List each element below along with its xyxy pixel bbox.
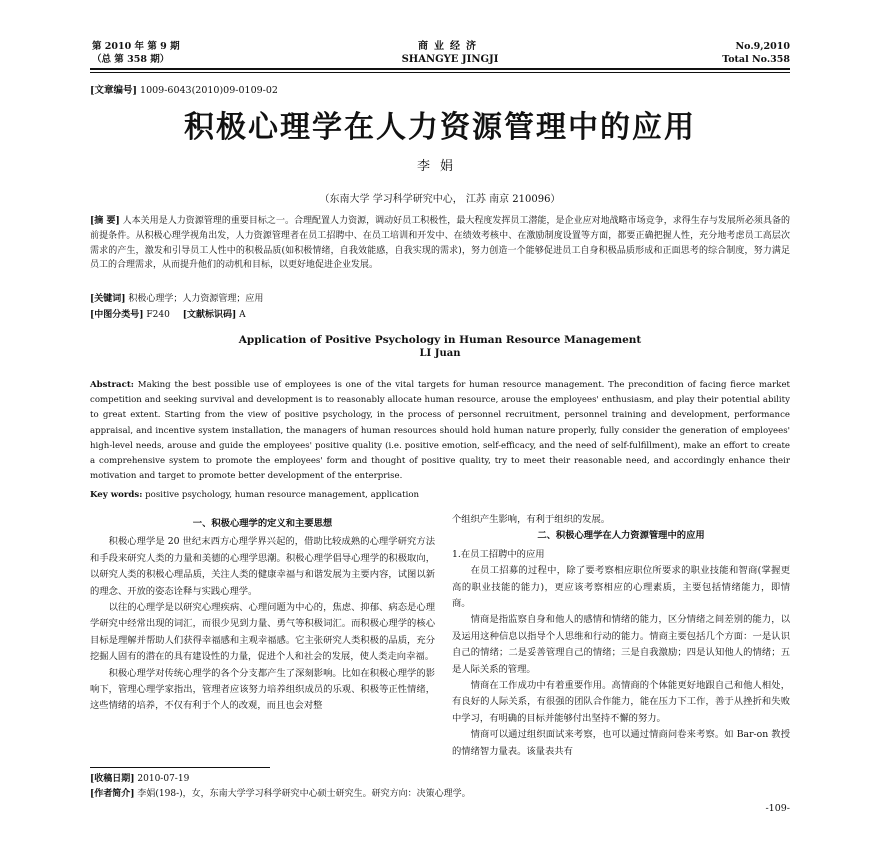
english-abstract bbox=[90, 378, 790, 484]
cn-keywords-text: 积极心理学；人力资源管理；应用 bbox=[128, 294, 264, 304]
header-number-line2: Total No.358 bbox=[722, 54, 790, 65]
english-keywords-label: Key words: bbox=[90, 490, 143, 500]
english-keywords-text: positive psychology, human resource management, application bbox=[145, 490, 420, 500]
body-paragraph: 情商在工作成功中有着重要作用。高情商的个体能更好地跟自己和他人相处，有良好的人际关系，有很强的团队合作能力，能在压力下工作，善于从挫折和失败中学习，有明确的目标并能够付出坚持不懈的努力。 bbox=[452, 680, 790, 724]
received-label: [收稿日期] bbox=[90, 774, 135, 784]
subsection-heading: 1.在员工招聘中的应用 bbox=[452, 548, 545, 560]
body-column-left bbox=[90, 516, 435, 715]
classification-label: [中图分类号] bbox=[90, 310, 144, 320]
author-bio-label: [作者简介] bbox=[90, 789, 135, 799]
footnote-author-bio bbox=[90, 786, 471, 799]
header-rule-thin bbox=[90, 72, 790, 73]
header-number-line1: No.9,2010 bbox=[735, 41, 790, 52]
footnote-received bbox=[90, 771, 189, 784]
doc-code-label: [文献标识码] bbox=[182, 310, 237, 320]
body-paragraph: 情商可以通过组织面试来考察，也可以通过情商问卷来考察。如 Bar-on 教授的情绪智力量表。该量表共有 bbox=[452, 729, 790, 757]
header-issue-line1: 第 2010 年 第 9 期 bbox=[92, 41, 180, 52]
header-issue-line2: （总 第 358 期） bbox=[92, 54, 170, 65]
english-title: Application of Positive Psychology in Human Resource Management bbox=[238, 334, 642, 346]
paper-title: 积极心理学在人力资源管理中的应用 bbox=[184, 110, 696, 145]
english-abstract-label: Abstract: bbox=[90, 380, 134, 390]
cn-keywords bbox=[90, 291, 790, 304]
cn-keywords-label: [关键词] bbox=[90, 294, 126, 304]
classification-line bbox=[90, 307, 790, 320]
cn-abstract-label: [摘 要] bbox=[90, 216, 120, 226]
author-affiliation: （东南大学 学习科学研究中心， 江苏 南京 210096） bbox=[319, 194, 561, 205]
article-number-value: 1009-6043(2010)09-0109-02 bbox=[140, 85, 278, 96]
body-paragraph: 积极心理学对传统心理学的各个分支都产生了深刻影响。比如在积极心理学的影响下，管理心理学家指出，管理者应该努力培养组织成员的乐观、积极等正性情绪，这些情绪的培养，不仅有利于个人的改观，而且也会对整 bbox=[90, 667, 435, 712]
cn-abstract bbox=[90, 214, 790, 273]
header-journal-cn: 商业经济 bbox=[418, 41, 482, 52]
received-value: 2010-07-19 bbox=[137, 774, 190, 784]
header-journal bbox=[390, 40, 510, 66]
footnote-rule bbox=[90, 767, 270, 768]
article-number-label: [文章编号] bbox=[90, 85, 137, 96]
body-column-right bbox=[452, 512, 790, 760]
header-rule-thick bbox=[90, 68, 790, 70]
doc-code-value: A bbox=[239, 310, 246, 320]
paper-author: 李娟 bbox=[416, 159, 463, 174]
section-heading-2: 二、积极心理学在人力资源管理中的应用 bbox=[537, 530, 705, 542]
body-paragraph-continued: 个组织产生影响，有利于组织的发展。 bbox=[452, 514, 611, 525]
classification-value: F240 bbox=[146, 310, 170, 320]
section-heading-1: 一、积极心理学的定义和主要思想 bbox=[192, 518, 333, 529]
body-paragraph: 情商是指监察自身和他人的感情和情绪的能力，区分情绪之间差别的能力，以及运用这种信息以指导个人思维和行动的能力。情商主要包括几个方面：一是认识自己的情绪；二是妥善管理自己的情绪；三是自我激励；四是认知他人的情绪；五是人际关系的管理。 bbox=[452, 614, 790, 675]
page-number: -109- bbox=[765, 803, 790, 814]
article-number bbox=[90, 82, 278, 96]
header-issue bbox=[92, 40, 180, 66]
cn-abstract-text: 人本关用是人力资源管理的重要目标之一。合理配置人力资源，调动好员工积极性，最大程度发挥员工潜能，是企业应对地战略市场竞争，求得生存与发展所必须具备的前提条件。从积极心理学视角出发，人力资源管理者在员工招聘中、在员工培训和开发中、在绩效考核中、在激励制度设置等方面，都要正确把握人性，充分地考虑员工高层次需求的产生，激发和引导员工人性中的积极品质(如积极情绪，自我效能感，自我实现的需求)，努力创造一个能够促进员工自身积极品质形成和正面思考的综合制度，努力满足员工的合理需求，从而提升他们的动机和目标，以更好地促进企业发展。 bbox=[90, 216, 790, 271]
header-journal-en: SHANGYE JINGJI bbox=[401, 54, 499, 65]
body-paragraph: 以往的心理学是以研究心理疾病、心理问题为中心的，焦虑、抑郁、病态是心理学研究中经常出现的词汇，而很少见到力量、勇气等积极词汇。而积极心理学的核心目标是理解并帮助人们获得幸福感和主观幸福感。它主张研究人类积极的品质，充分挖掘人固有的潜在的具有建设性的力量，促进个人和社会的发展，使人类走向幸福。 bbox=[90, 602, 435, 663]
header-number bbox=[690, 40, 790, 66]
english-keywords bbox=[90, 490, 790, 500]
body-paragraph: 积极心理学是 20 世纪末西方心理学界兴起的，借助比较成熟的心理学研究方法和手段来研究人类的力量和美德的心理学思潮。积极心理学倡导心理学的积极取向，以研究人类的积极心理品质，关注人类的健康幸福与和谐发展为主要内容，试图以新的理念、开放的姿态诠释与实践心理学。 bbox=[90, 536, 435, 597]
english-abstract-text: Making the best possible use of employees is one of the vital targets for human resource management. The precondition of facing fierce market competition and seeking survival and development is to reasonably allocate human resource, arouse the employees' enthusiasm, and play their potential ability to great extent. Starting from the view of positive psychology, in the process of personnel recruitment, personnel training and development, performance appraisal, and incentive system installation, the managers of human resources should hold human nature properly, fully consider the generation of employees' high-level needs, arouse and guide the employees' positive quality (i.e. positive emotion, self-efficacy, and the need of self-fulfillment), make an effort to create a comprehensive system to promote the employees' form and thought of positive quality, try to meet their reasonable need, and accordingly enhance their motivation and target to promote better development of the enterprise. bbox=[90, 380, 790, 482]
english-author: LI Juan bbox=[419, 348, 461, 359]
body-paragraph: 在员工招募的过程中，除了要考察相应职位所要求的职业技能和智商(掌握更高的职业技能的能力)，更应该考察相应的心理素质，主要包括情绪能力，即情商。 bbox=[452, 565, 790, 610]
author-bio-value: 李娟(198-)，女，东南大学学习科学研究中心硕士研究生。研究方向：决策心理学。 bbox=[137, 789, 471, 799]
